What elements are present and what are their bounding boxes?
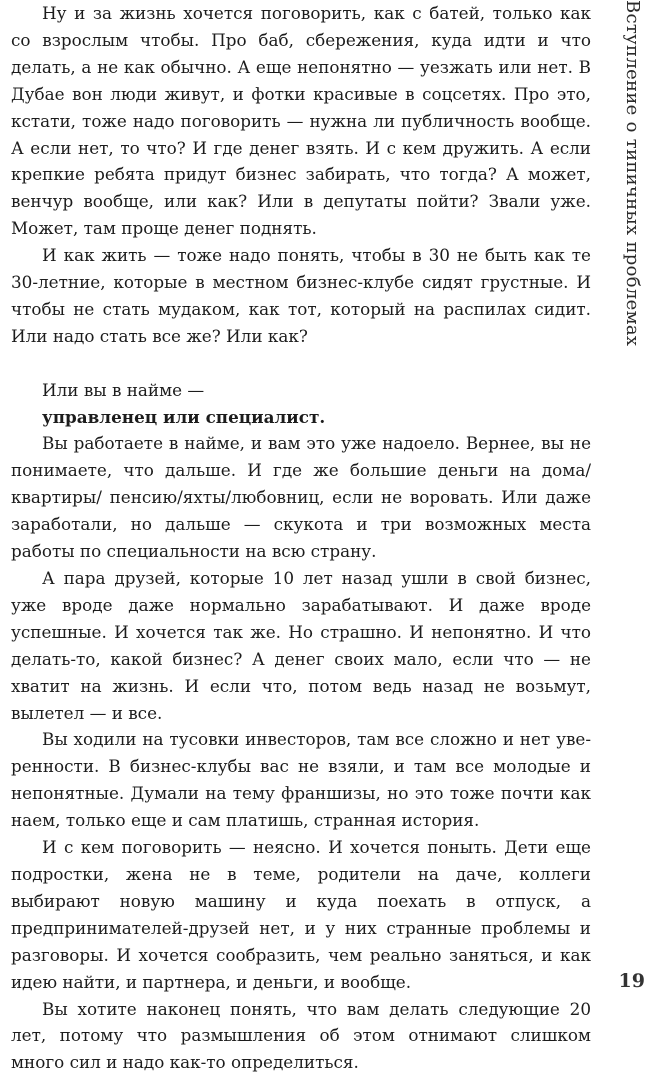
paragraph: Вы ходили на тусовки инвесторов, там все сложно и нет уверенности. В бизнес-клубы вас не взяли, и там все молодые и непонятные. Думали на тему франшизы, но это тоже почти как наем, только еще и сам платишь, странная история. — [11, 729, 591, 831]
paragraph: Вы хотите наконец понять, что вам делать следующие 20 лет, потому что размышления об этом отнимают слишком много сил и надо как-то определиться. — [11, 998, 591, 1073]
paragraph: Вы работаете в найме, и вам это уже надоело. Вернее, вы не понимаете, что дальше. И где же большие деньги на дома/квартиры/ пенсию/яхты/любовниц, если не воровать. Или даже заработали, но дальше — скукота и три возможных места работы по специальности на всю страну. — [11, 433, 591, 562]
section-heading-line-1: Или вы в найме — — [42, 379, 205, 400]
section-heading-line-2: управленец или специалист. — [42, 406, 326, 427]
page-number: 19 — [618, 970, 645, 992]
paragraph: И как жить — тоже надо понять, чтобы в 30 не быть как те 30-летние, которые в местном бизнес-клубе сидят грустные. И чтобы не стать мудаком, как тот, который на распилах сидит. Или надо стать все же? Или как? — [11, 245, 591, 346]
section-spacer — [11, 350, 591, 377]
body-text — [11, 0, 591, 1076]
paragraph: Ну и за жизнь хочется поговорить, как с батей, только как со взрослым чтобы. Про баб, сбережения, куда идти и что делать, а не как обычно. А еще непонятно — уезжать или нет. В Дубае вон люди живут, и фотки красивые в соцсетях. Про это, кстати, тоже надо поговорить — нужна ли публичность вообще. А если нет, то что? И где денег взять. И с кем дружить. А если крепкие ребята придут бизнес забирать, что тогда? А может, венчур вообще, или как? Или в депутаты пойти? Звали уже. Может, там проще денег поднять. — [11, 3, 591, 239]
running-head-text: Вступление о типичных проблемах — [622, 0, 643, 347]
paragraph: А пара друзей, которые 10 лет назад ушли в свой бизнес, уже вроде даже нормально зарабатывают. И даже вроде успешные. И хочется так же. Но страшно. И непонятно. И что делать-то, какой бизнес? А денег своих мало, если что — не хватит на жизнь. И если что, потом ведь назад не возьмут, вылетел — и все. — [11, 568, 591, 723]
running-head — [595, 0, 655, 400]
paragraph: И с кем поговорить — неясно. И хочется поныть. Дети еще подростки, жена не в теме, родители на даче, коллеги выбирают новую машину и куда поехать в отпуск, а предпринимателей-друзей нет, и у них странные проблемы и разговоры. И хочется сообразить, чем реально заняться, и как идею найти, и партнера, и деньги, и вообще. — [11, 837, 591, 992]
